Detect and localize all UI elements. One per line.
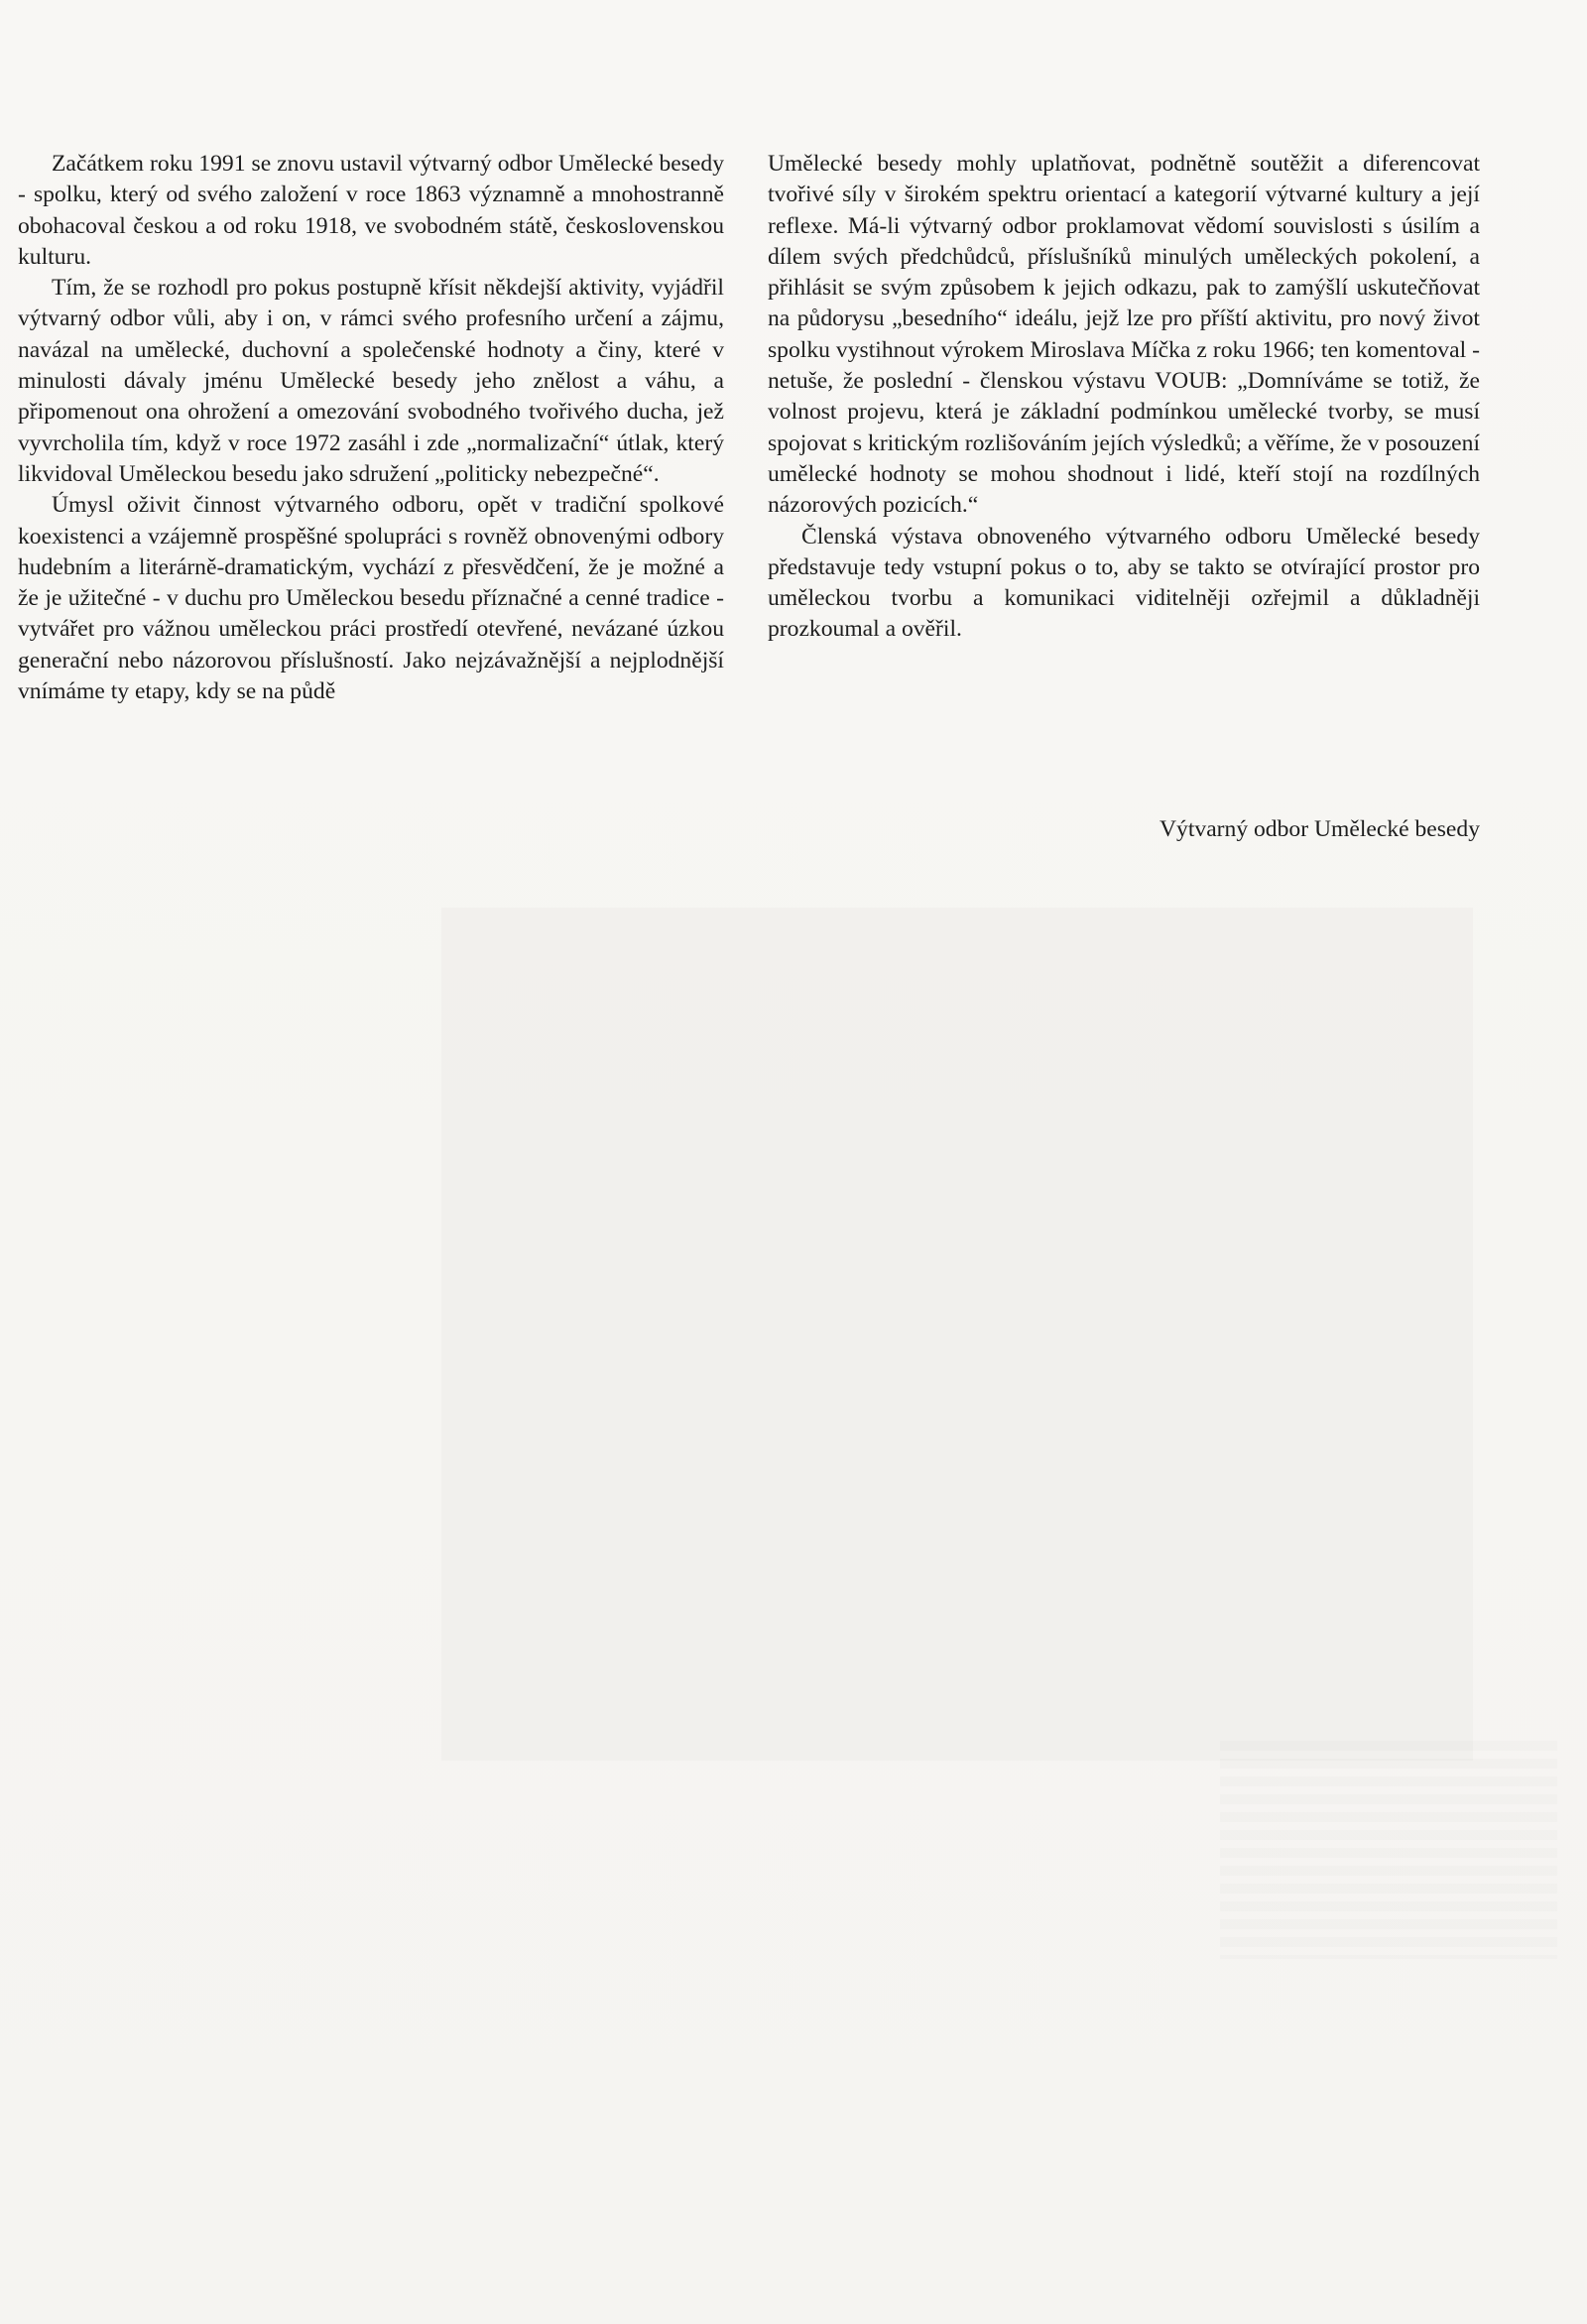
paragraph-continuation: Umělecké besedy mohly uplatňovat, podnětně soutěžit a diferencovat tvořivé síly v širokém spektru orientací a kategorií výtvarné kultury a její reflexe. Má-li výtvarný odbor proklamovat vědomí souvislosti s úsilím a dílem svých předchůdců, příslušníků minulých uměleckých pokolení, a přihlásit se svým způsobem k jejich odkazu, pak to zamýšlí uskutečňovat na půdorysu „besedního“ ideálu, jejž lze pro příští aktivitu, pro nový život spolku vystihnout výrokem Miroslava Míčka z roku 1966; ten komentoval - netuše, že poslední - členskou výstavu VOUB: „Domníváme se totiž, že volnost projevu, která je základní podmínkou umělecké tvorby, se musí spojovat s kritickým rozlišováním jejích výsledků; a věříme, že v posouzení umělecké hodnoty se mohou shodnout i lidé, kteří stojí na rozdílných názorových pozicích.“ [768,151,1480,519]
paragraph-exhibition: Členská výstava obnoveného výtvarného odboru Umělecké besedy představuje tedy vstupní pokus o to, aby se takto se otvírající prostor pro uměleckou tvorbu a komunikaci viditelněji ozřejmil a důkladněji prozkoumal a ověřil. [768,523,1480,643]
paragraph-decision: Tím, že se rozhodl pro pokus postupně křísit někdejší aktivity, vyjádřil výtvarný odbor vůli, aby i on, v rámci svého profesního určení a zájmu, navázal na umělecké, duchovní a společenské hodnoty a činy, které v minulosti dávaly jménu Umělecké besedy jeho znělost a váhu, a připomenout ona ohrožení a omezování svobodného tvořivého ducha, jež vyvrcholila tím, když v roce 1972 zasáhl i zde „normalizační“ útlak, který likvidoval Uměleckou besedu jako sdružení „politicky nebezpečné“. [18,275,724,487]
signature: Výtvarný odbor Umělecké besedy [1160,816,1480,842]
paragraph-intent: Úmysl oživit činnost výtvarného odboru, opět v tradiční spolkové koexistenci a vzájemně prospěšné spolupráci s rovněž obnovenými odbory hudebním a literárně-dramatickým, vychází z přesvědčení, že je možné a že je užitečné - v duchu pro Uměleckou besedu příznačné a cenné tradice - vytvářet pro vážnou uměleckou práci prostředí otevřené, nevázané úzkou generační nebo názorovou příslušností. Jako nejzávažnější a nejplodnější vnímáme ty etapy, kdy se na půdě [18,492,724,705]
paragraph-intro: Začátkem roku 1991 se znovu ustavil výtvarný odbor Umělecké besedy - spolku, který od svého založení v roce 1863 významně a mnohostranně obohacoval českou a od roku 1918, ve svobodném státě, československou kulturu. [18,151,724,270]
right-column [768,149,1480,646]
left-column [18,149,724,707]
show-through-image-area [441,908,1473,1761]
show-through-caption-area [1220,1741,1557,1959]
